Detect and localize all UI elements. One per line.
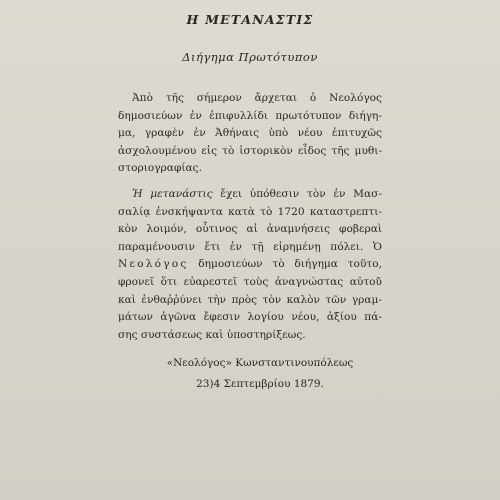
paragraph-2-line-5 (118, 256, 382, 274)
paragraph-2-line-3: κὸν λοιμόν, οὗτινος αἱ ἀναμνήσεις φοβεραὶ (118, 223, 382, 236)
signature-source: «Νεολόγος» Κωνσταντινουπόλεως (166, 357, 354, 369)
paragraph-1-line-1: Ἀπὸ τῆς σήμερον ἄρχεται ὁ Νεολόγος (132, 92, 382, 104)
paragraph-1-line-3: μα, γραφὲν ἐν Ἀθήναις ὑπὸ νέου ἐπιτυχῶς (118, 127, 382, 140)
novel-title-italic: Ἡ μετανάστις (132, 188, 213, 200)
paragraph-2 (118, 186, 382, 344)
paragraph-2-line-8: μάτων ἀγῶνα ἔφεσιν λογίου νέου, ἀξίου πά- (118, 311, 382, 324)
page-subtitle: Διήγημα Πρωτότυπον (182, 50, 318, 64)
signature-date: 23)4 Σεπτεμβρίου 1879. (196, 378, 324, 390)
paragraph-1-line-2: δημοσιεύων ἐν ἐπιφυλλίδι πρωτότυπον διήγη- (118, 109, 382, 122)
paragraph-2-line-4-text: παραμένουσιν ἔτι ἐν τῇ εἰρημένῃ πόλει. (118, 240, 373, 253)
page-title: Η ΜΕΤΑΝΑΣΤΙΣ (186, 12, 314, 27)
paragraph-1-line-4: ἀσχολουμένου εἰς τὸ ἱστορικὸν εἶδος τῆς μυθι- (118, 144, 382, 157)
paragraph-2-line-1 (118, 186, 382, 204)
paragraph-2-line-4-end: Ὁ (372, 240, 382, 253)
paragraph-2-line-5-rest: δημοσιεύων τὸ διήγημα τοῦτο, (188, 258, 382, 271)
paragraph-2-line-6: φρονεῖ ὅτι εὐαρεστεῖ τοὺς ἀναγνώστας αὐτοῦ (118, 275, 382, 288)
paragraph-2-line-4 (118, 239, 382, 257)
paragraph-2-line-1-rest: ἔχει ὑπόθεσιν τὸν ἐν Μασ- (212, 188, 382, 200)
paragraph-2-line-2: σαλίᾳ ἐνσκήψαντα κατὰ τὸ 1720 καταστρεπτι- (118, 205, 382, 218)
newspaper-name-spaced: Νεολόγος (118, 258, 189, 271)
paragraph-2-line-7: καὶ ἐνθαῤῥύνει τὴν πρὸς τὸν καλὸν τῶν γραμ- (118, 293, 382, 306)
paragraph-2-line-9: σης συστάσεως καὶ ὑποστηρίξεως. (118, 328, 306, 341)
paragraph-1 (118, 90, 382, 178)
paragraph-1-line-5: στοριογραφίας. (118, 162, 202, 175)
